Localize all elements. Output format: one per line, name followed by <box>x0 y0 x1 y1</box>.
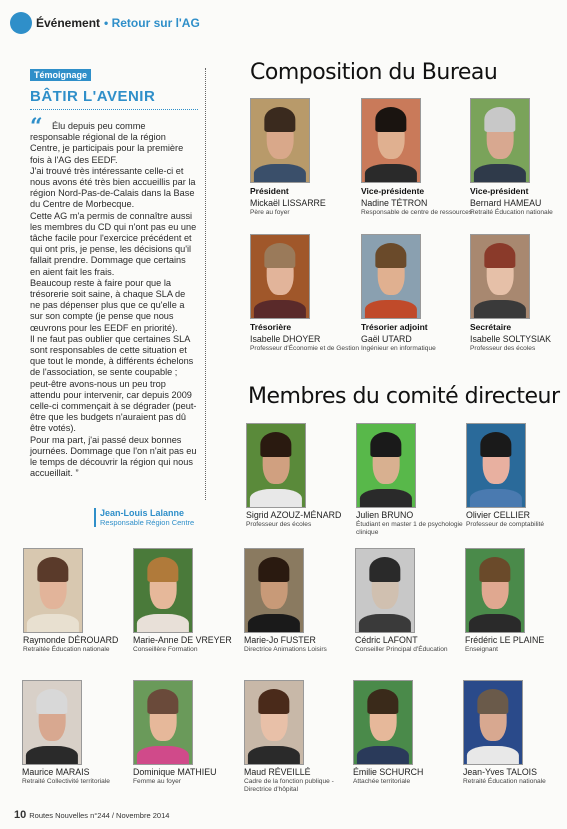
member-name: Gaël UTARD <box>361 334 412 344</box>
member-description: Professeur des écoles <box>470 345 536 352</box>
member-name: Nadine TÉTRON <box>361 198 428 208</box>
member-description: Retraitée Éducation nationale <box>23 646 110 653</box>
member-name: Sigrid AZOUZ-MÉNARD <box>246 510 342 520</box>
member-name: Marie-Jo FUSTER <box>244 635 316 645</box>
article-paragraph: J'ai trouvé très intéressante celle-ci et nous avons été très bien accueillis par la région Nord-Pas-de-Calais dans la Base du Centre de Morbecque. <box>30 165 196 210</box>
comite-title: Membres du comité directeur <box>248 384 560 409</box>
comite-member-card <box>355 548 470 654</box>
member-role: Président <box>250 186 289 196</box>
member-name: Mickaël LISSARRE <box>250 198 326 208</box>
member-description: Conseillère Formation <box>133 646 198 653</box>
member-description: Conseiller Principal d'Éducation <box>355 646 448 653</box>
signature-name: Jean-Louis Lalanne <box>100 508 185 518</box>
member-description: Retraité Éducation nationale <box>463 778 546 785</box>
article-paragraph: Élu depuis peu comme responsable régional de la région Centre, je participais pour la première fois à l'AG des EEDF. <box>30 121 184 165</box>
comite-member-card <box>133 680 248 786</box>
member-name: Émilie SCHURCH <box>353 767 424 777</box>
testimonial-badge: Témoignage <box>30 69 91 81</box>
member-name: Bernard HAMEAU <box>470 198 542 208</box>
signature <box>94 508 194 527</box>
member-description: Retraité Collectivité territoriale <box>22 778 110 785</box>
article-body <box>30 121 198 480</box>
article-paragraph: Beaucoup reste à faire pour que la trésorerie soit saine, à chaque SLA de ne pas dépenser plus que ce qu'elle a sur son compte (je pense que nous œuvrons pour les EEDF en priorité). <box>30 277 186 333</box>
comite-member-card <box>463 680 567 786</box>
member-name: Isabelle DHOYER <box>250 334 321 344</box>
comite-member-card <box>466 423 567 529</box>
member-role: Trésorière <box>250 322 292 332</box>
bureau-member-card <box>250 98 365 217</box>
comite-member-card <box>465 548 567 654</box>
portrait-photo <box>23 548 83 633</box>
bureau-title: Composition du Bureau <box>250 60 498 85</box>
member-role: Trésorier adjoint <box>361 322 428 332</box>
member-name: Olivier CELLIER <box>466 510 531 520</box>
portrait-photo <box>133 680 193 765</box>
member-role: Vice-président <box>470 186 529 196</box>
member-description: Directrice Animations Loisirs <box>244 646 327 653</box>
member-name: Maurice MARAIS <box>22 767 90 777</box>
member-name: Cédric LAFONT <box>355 635 418 645</box>
page-footer <box>14 809 169 821</box>
member-description: Étudiant en master 1 de psychologie clinique <box>356 521 463 537</box>
comite-member-card <box>353 680 468 786</box>
member-description: Cadre de la fonction publique - Directrice d'hôpital <box>244 778 334 794</box>
member-description: Professeur des écoles <box>246 521 312 528</box>
portrait-photo <box>133 548 193 633</box>
portrait-photo <box>463 680 523 765</box>
title-underline <box>30 109 198 110</box>
comite-member-card <box>133 548 248 654</box>
comite-member-card <box>246 423 361 529</box>
comite-member-card <box>23 548 138 654</box>
member-name: Maud RÉVEILLÉ <box>244 767 311 777</box>
portrait-photo <box>246 423 306 508</box>
portrait-photo <box>244 548 304 633</box>
article-paragraph: Pour ma part, j'ai passé deux bonnes journées. Dommage que l'on n'ait pas eu le temps de découvrir la région qui nous accueillait. ” <box>30 434 197 479</box>
portrait-photo <box>250 98 310 183</box>
bureau-member-card <box>361 98 476 217</box>
member-role: Vice-présidente <box>361 186 425 196</box>
member-name: Isabelle SOLTYSIAK <box>470 334 552 344</box>
portrait-photo <box>353 680 413 765</box>
portrait-photo <box>250 234 310 319</box>
member-name: Marie-Anne DE VREYER <box>133 635 232 645</box>
bureau-member-card <box>470 98 567 217</box>
portrait-photo <box>356 423 416 508</box>
portrait-photo <box>465 548 525 633</box>
member-description: Père au foyer <box>250 209 290 216</box>
footer-text: Routes Nouvelles n°244 / Novembre 2014 <box>29 811 170 820</box>
article-paragraph: Cette AG m'a permis de connaître aussi les membres du CD qui n'ont pas eu une tâche facile pour l'exercice précédent et qui ont pris, je pense, les décisions qu'il fallait prendre. Dommage que certains en aient fait les frais. <box>30 210 197 277</box>
subsection-label: • Retour sur l'AG <box>104 16 200 30</box>
member-description: Responsable de centre de ressources <box>361 209 473 216</box>
article-paragraph: Il ne faut pas oublier que certaines SLA sont responsables de cette situation et que tout le monde, à différents échelons de l'association, se sente coupable ; peut-être avons-nous un peu trop attendu pour intervenir, car depuis 2009 celle-ci commençait à se dégrader (peut-être que les budgets n'auraient pas dû être votés). <box>30 333 197 434</box>
signature-role: Responsable Région Centre <box>100 518 195 527</box>
section-header <box>10 10 200 36</box>
member-name: Julien BRUNO <box>356 510 414 520</box>
member-name: Dominique MATHIEU <box>133 767 217 777</box>
comite-member-card <box>244 548 359 654</box>
section-dot-icon <box>10 12 32 34</box>
member-description: Retraité Éducation nationale <box>470 209 553 216</box>
portrait-photo <box>466 423 526 508</box>
member-description: Attachée territoriale <box>353 778 411 785</box>
comite-member-card <box>244 680 359 794</box>
portrait-photo <box>244 680 304 765</box>
member-description: Enseignant <box>465 646 498 653</box>
bureau-member-card <box>470 234 567 353</box>
section-label: Événement <box>36 16 101 30</box>
portrait-photo <box>361 234 421 319</box>
comite-member-card <box>22 680 137 786</box>
member-name: Jean-Yves TALOIS <box>463 767 537 777</box>
portrait-photo <box>470 234 530 319</box>
quote-mark-icon: “ <box>30 114 43 140</box>
member-description: Ingénieur en informatique <box>361 345 436 352</box>
member-description: Professeur de comptabilité <box>466 521 545 528</box>
column-divider <box>205 68 206 500</box>
member-description: Professeur d'Économie et de Gestion <box>250 345 360 352</box>
portrait-photo <box>361 98 421 183</box>
article-title: BÂTIR L'AVENIR <box>30 88 156 105</box>
member-name: Frédéric LE PLAINE <box>465 635 545 645</box>
bureau-member-card <box>361 234 476 353</box>
page-number: 10 <box>14 809 27 821</box>
member-role: Secrétaire <box>470 322 512 332</box>
member-description: Femme au foyer <box>133 778 182 785</box>
portrait-photo <box>470 98 530 183</box>
member-name: Raymonde DÉROUARD <box>23 635 119 645</box>
comite-member-card <box>356 423 471 537</box>
portrait-photo <box>355 548 415 633</box>
portrait-photo <box>22 680 82 765</box>
bureau-member-card <box>250 234 365 353</box>
